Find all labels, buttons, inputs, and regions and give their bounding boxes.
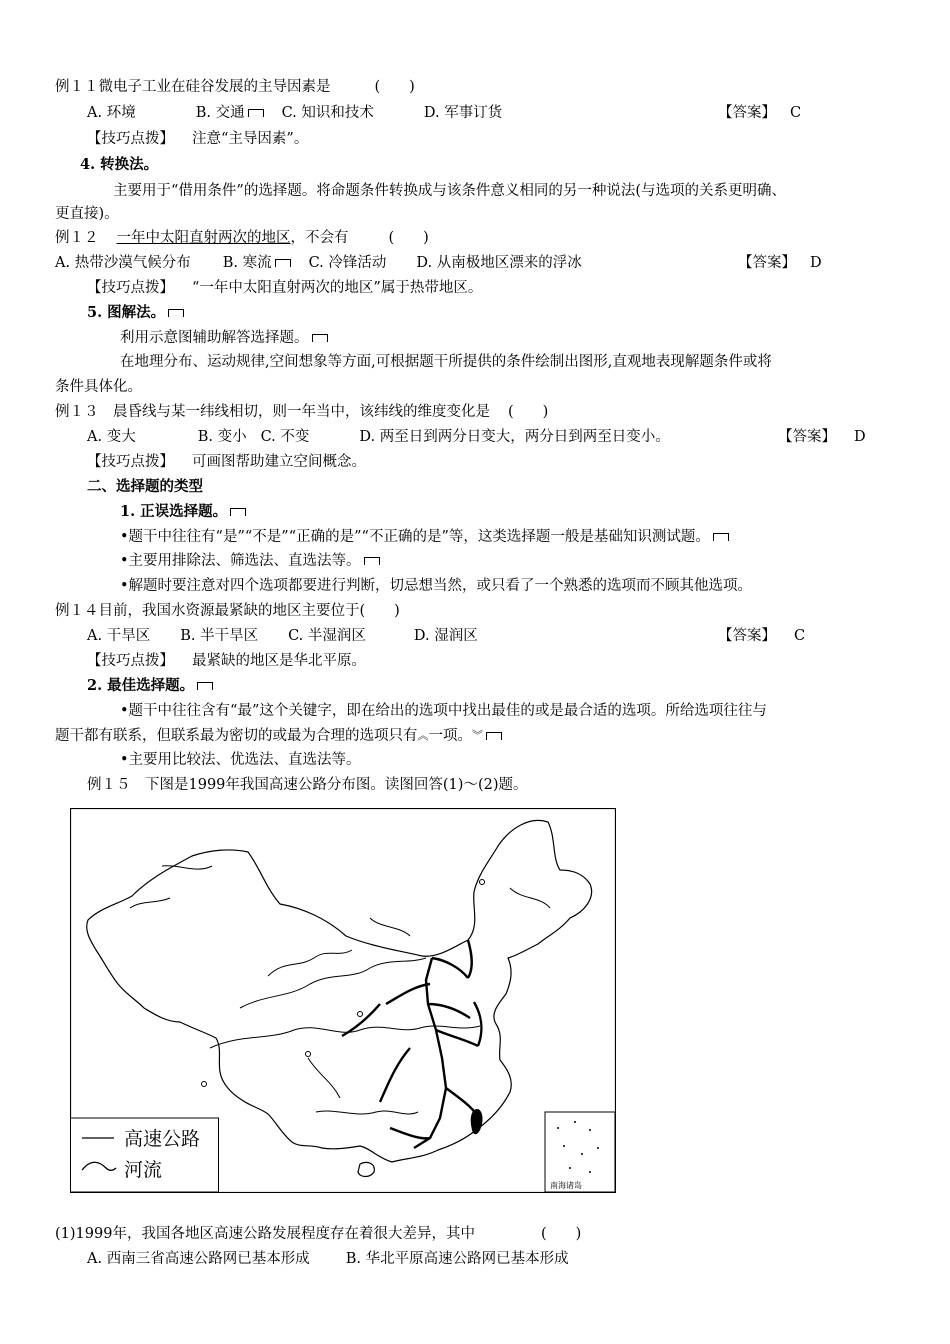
type-1-bullet-2: •主要用排除法、筛选法、直选法等。 [120, 551, 380, 571]
method-5-desc-line3: 条件具体化。 [55, 379, 142, 395]
example-14-answer: 【答案】 C [718, 628, 806, 644]
legend-river-label: 河流 [124, 1159, 163, 1181]
type-1-bullet-3: •解题时要注意对四个选项都要进行判断，切忌想当然，或只看了一个熟悉的选项而不顾其他选项。 [120, 578, 753, 594]
example-13-question: 例１３ 晨昏线与某一纬线相切，则一年当中，该纬线的维度变化是 ( ) [55, 404, 549, 420]
example-12-tip: 【技巧点拨】 “一年中太阳直射两次的地区”属于热带地区。 [87, 280, 483, 296]
example-14-options: A. 干旱区 B. 半干旱区 C. 半湿润区 D. 湿润区 [87, 628, 478, 644]
example-12-question: 例１２ 一年中太阳直射两次的地区，不会有 ( ) [55, 230, 429, 246]
method-5-desc-line1: 利用示意图辅助解答选择题。 [120, 328, 328, 348]
type-2-title: 2. 最佳选择题。 [87, 676, 213, 696]
example-12-options: A. 热带沙漠气候分布 B. 寒流 C. 冷锋活动 D. 从南极地区漂来的浮冰 [55, 255, 582, 271]
example-13-options: A. 变大 B. 变小 C. 不变 D. 两至日到两分日变大，两分日到两至日变小。 [87, 429, 670, 445]
legend-highway-label: 高速公路 [124, 1128, 201, 1150]
china-highway-map [70, 808, 616, 1193]
example-13-tip: 【技巧点拨】 可画图帮助建立空间概念。 [87, 454, 366, 470]
type-2-bullet-1-cont: 题干都有联系，但联系最为密切的或最为合理的选项只有︽一项。︾ [55, 726, 502, 746]
type-1-bullet-1: •题干中往往有“是”“不是”“正确的是”“不正确的是”等，这类选择题一般是基础知识测试题。 [120, 527, 729, 547]
example-14-question: 例１４目前，我国水资源最紧缺的地区主要位于( ) [55, 603, 400, 619]
type-1-title: 1. 正误选择题。 [120, 502, 246, 522]
example-15-question: 例１５ 下图是1999年我国高速公路分布图。读图回答(1)～(2)题。 [87, 777, 528, 793]
method-4-title: 4. 转换法。 [80, 156, 159, 173]
question-1-options: A. 西南三省高速公路网已基本形成 B. 华北平原高速公路网已基本形成 [87, 1251, 569, 1267]
example-12-answer: 【答案】 D [738, 255, 822, 271]
example-11-answer: 【答案】 C [718, 105, 802, 121]
south-china-sea-inset [545, 1112, 615, 1192]
type-2-bullet-2: •主要用比较法、优选法、直选法等。 [120, 752, 361, 768]
method-5-title: 5. 图解法。 [87, 303, 184, 323]
example-11-question: 例１１微电子工业在硅谷发展的主导因素是 ( ) [55, 79, 415, 95]
method-4-desc-line1: 主要用于“借用条件”的选择题。将命题条件转换成与该条件意义相同的另一种说法(与选项的关系更明确、 [113, 183, 786, 199]
question-1-stem: (1)1999年，我国各地区高速公路发展程度存在着很大差异，其中 ( ) [55, 1226, 582, 1242]
example-11-options: A. 环境 B. 交通 C. 知识和技术 D. 军事订货 [87, 105, 503, 121]
section-2-title: 二、选择题的类型 [87, 478, 203, 495]
example-13-answer: 【答案】 D [778, 429, 866, 445]
method-5-desc-line2: 在地理分布、运动规律,空间想象等方面,可根据题干所提供的条件绘制出图形,直观地表现解题条件或将 [120, 354, 772, 370]
example-11-tip: 【技巧点拨】 注意“主导因素”。 [87, 131, 309, 147]
method-4-desc-line2: 更直接)。 [55, 206, 119, 222]
inset-label: 南海诸岛 [550, 1181, 582, 1190]
example-14-tip: 【技巧点拨】 最紧缺的地区是华北平原。 [87, 653, 366, 669]
type-2-bullet-1: •题干中往往含有“最”这个关键字，即在给出的选项中找出最佳的或是最合适的选项。所给选项往往与 [120, 703, 767, 719]
